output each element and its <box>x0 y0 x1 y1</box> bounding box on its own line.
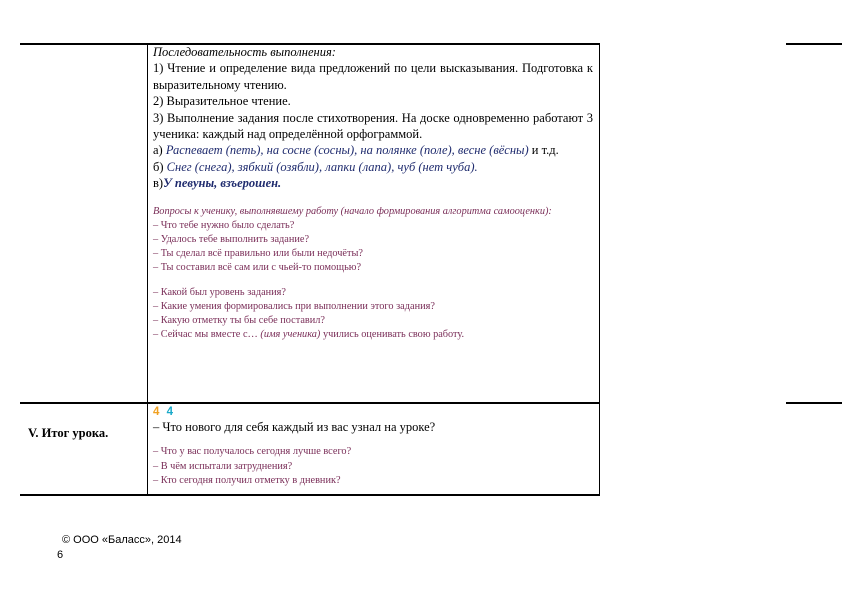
table-bottom-rule <box>20 494 600 496</box>
questions-intro: Вопросы к ученику, выполнявшему работу (начало формирования алгоритма самооценки): <box>153 205 552 217</box>
table-top-rule-right <box>786 43 842 45</box>
last-question <box>153 328 593 342</box>
number-teal: 4 <box>166 406 174 418</box>
main-question: – Что нового для себя каждый из вас узнал на уроке? <box>153 420 436 434</box>
row2-stage-cell <box>28 425 146 441</box>
row2-content-cell <box>153 405 593 488</box>
example-b <box>153 159 593 175</box>
number-orange: 4 <box>153 406 160 418</box>
last-question-student: (имя ученика) <box>260 329 321 341</box>
step-2: 2) Выразительное чтение. <box>153 94 291 109</box>
question-list-item: – Что у вас получалось сегодня лучше всего? <box>153 446 352 458</box>
sequence-heading: Последовательность выполнения: <box>153 45 336 59</box>
example-a-suffix: и т.д. <box>531 143 559 158</box>
example-c <box>153 175 593 191</box>
example-c-prefix: в) <box>153 176 164 191</box>
number-badges <box>153 405 593 419</box>
step-3: 3) Выполнение задания после стихотворения. На доске одновременно работают 3 ученика: каждый над определённой орфограммой. <box>153 110 593 142</box>
example-a <box>153 142 593 158</box>
question-list-item: – Ты составил всё сам или с чьей-то помощью? <box>153 262 362 274</box>
question-list-item: – Удалось тебе выполнить задание? <box>153 234 310 246</box>
stage-label: V. Итог урока. <box>28 426 109 440</box>
question-list-item: – Что тебе нужно было сделать? <box>153 219 295 231</box>
example-c-text: У певуны, взъерошен. <box>163 176 282 191</box>
example-b-prefix: б) <box>153 159 164 174</box>
col-divider-1 <box>147 43 148 495</box>
example-b-text: Снег (снега), зябкий (озябли), лапки (лапа), чуб (нет чуба). <box>166 159 478 174</box>
question-list-item: – Какой был уровень задания? <box>153 286 286 298</box>
last-question-end: учились оценивать свою работу. <box>322 329 465 341</box>
row-divider <box>20 402 600 404</box>
example-a-prefix: а) <box>153 143 163 158</box>
row-divider-right <box>786 402 842 404</box>
example-a-text: Распевает (петь), на сосне (сосны), на полянке (поле), весне (вёсны) <box>165 143 529 158</box>
col-divider-2 <box>599 43 600 495</box>
question-list-item: – Кто сегодня получил отметку в дневник? <box>153 474 341 486</box>
page-number: 6 <box>57 549 64 561</box>
question-list-item: – В чём испытали затруднения? <box>153 460 293 472</box>
question-list-item: – Ты сделал всё правильно или были недочёты? <box>153 248 363 260</box>
row1-content-cell <box>153 44 593 342</box>
last-question-start: – Сейчас мы вместе с… <box>153 329 258 341</box>
copyright: © ООО «Баласс», 2014 <box>62 534 182 546</box>
question-list-item: – Какую отметку ты бы себе поставил? <box>153 315 325 327</box>
step-1: 1) Чтение и определение вида предложений по цели высказывания. Подготовка к выразительному чтению. <box>153 61 593 92</box>
question-list-item: – Какие умения формировались при выполнении этого задания? <box>153 300 435 312</box>
